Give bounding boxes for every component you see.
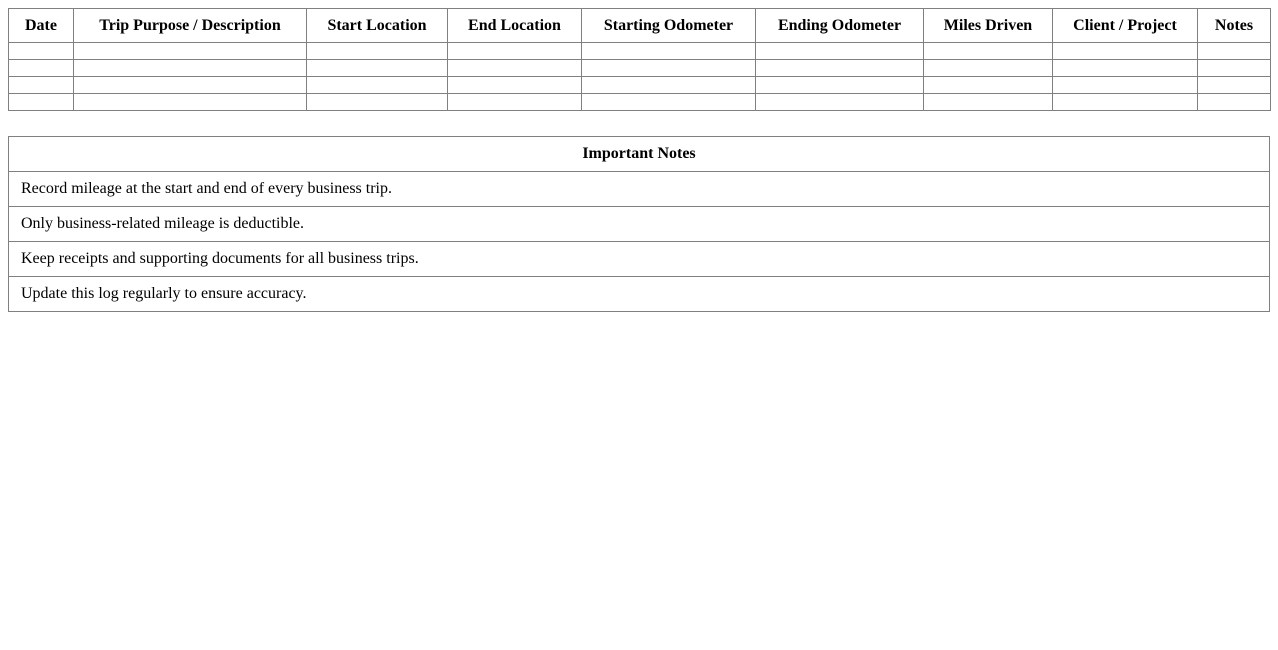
column-header-start-location: Start Location bbox=[307, 9, 448, 43]
note-item: Record mileage at the start and end of every business trip. bbox=[9, 172, 1270, 207]
table-cell[interactable] bbox=[307, 43, 448, 60]
mileage-log-table bbox=[8, 8, 1271, 111]
table-cell[interactable] bbox=[1198, 43, 1271, 60]
table-cell[interactable] bbox=[74, 94, 307, 111]
note-row bbox=[9, 172, 1270, 207]
important-notes-title: Important Notes bbox=[9, 137, 1270, 172]
column-header-date: Date bbox=[9, 9, 74, 43]
table-cell[interactable] bbox=[74, 43, 307, 60]
table-cell[interactable] bbox=[9, 43, 74, 60]
table-cell[interactable] bbox=[1198, 60, 1271, 77]
notes-header-row bbox=[9, 137, 1270, 172]
table-cell[interactable] bbox=[582, 77, 756, 94]
table-cell[interactable] bbox=[307, 77, 448, 94]
column-header-ending-odometer: Ending Odometer bbox=[756, 9, 924, 43]
table-cell[interactable] bbox=[448, 43, 582, 60]
table-cell[interactable] bbox=[924, 94, 1053, 111]
table-cell[interactable] bbox=[924, 60, 1053, 77]
table-cell[interactable] bbox=[1198, 77, 1271, 94]
table-cell[interactable] bbox=[756, 77, 924, 94]
note-row bbox=[9, 277, 1270, 312]
table-cell[interactable] bbox=[9, 77, 74, 94]
column-header-starting-odometer: Starting Odometer bbox=[582, 9, 756, 43]
page-content bbox=[8, 8, 1270, 312]
column-header-miles-driven: Miles Driven bbox=[924, 9, 1053, 43]
table-cell[interactable] bbox=[582, 43, 756, 60]
table-cell[interactable] bbox=[924, 77, 1053, 94]
table-cell[interactable] bbox=[756, 60, 924, 77]
table-cell[interactable] bbox=[9, 60, 74, 77]
column-header-end-location: End Location bbox=[448, 9, 582, 43]
important-notes-table bbox=[8, 136, 1270, 312]
table-cell[interactable] bbox=[1198, 94, 1271, 111]
table-row bbox=[9, 94, 1271, 111]
note-row bbox=[9, 207, 1270, 242]
table-cell[interactable] bbox=[756, 43, 924, 60]
table-cell[interactable] bbox=[307, 94, 448, 111]
table-cell[interactable] bbox=[9, 94, 74, 111]
table-cell[interactable] bbox=[448, 60, 582, 77]
table-cell[interactable] bbox=[582, 94, 756, 111]
table-cell[interactable] bbox=[756, 94, 924, 111]
table-cell[interactable] bbox=[448, 94, 582, 111]
table-cell[interactable] bbox=[1053, 94, 1198, 111]
table-cell[interactable] bbox=[1053, 60, 1198, 77]
table-cell[interactable] bbox=[1053, 43, 1198, 60]
note-row bbox=[9, 242, 1270, 277]
table-row bbox=[9, 60, 1271, 77]
table-header-row bbox=[9, 9, 1271, 43]
table-row bbox=[9, 77, 1271, 94]
table-cell[interactable] bbox=[924, 43, 1053, 60]
table-cell[interactable] bbox=[448, 77, 582, 94]
note-item: Keep receipts and supporting documents for all business trips. bbox=[9, 242, 1270, 277]
note-item: Only business-related mileage is deductible. bbox=[9, 207, 1270, 242]
table-cell[interactable] bbox=[582, 60, 756, 77]
column-header-notes: Notes bbox=[1198, 9, 1271, 43]
column-header-trip-purpose: Trip Purpose / Description bbox=[74, 9, 307, 43]
table-row bbox=[9, 43, 1271, 60]
note-item: Update this log regularly to ensure accuracy. bbox=[9, 277, 1270, 312]
table-cell[interactable] bbox=[74, 60, 307, 77]
table-cell[interactable] bbox=[74, 77, 307, 94]
column-header-client-project: Client / Project bbox=[1053, 9, 1198, 43]
table-cell[interactable] bbox=[307, 60, 448, 77]
table-cell[interactable] bbox=[1053, 77, 1198, 94]
